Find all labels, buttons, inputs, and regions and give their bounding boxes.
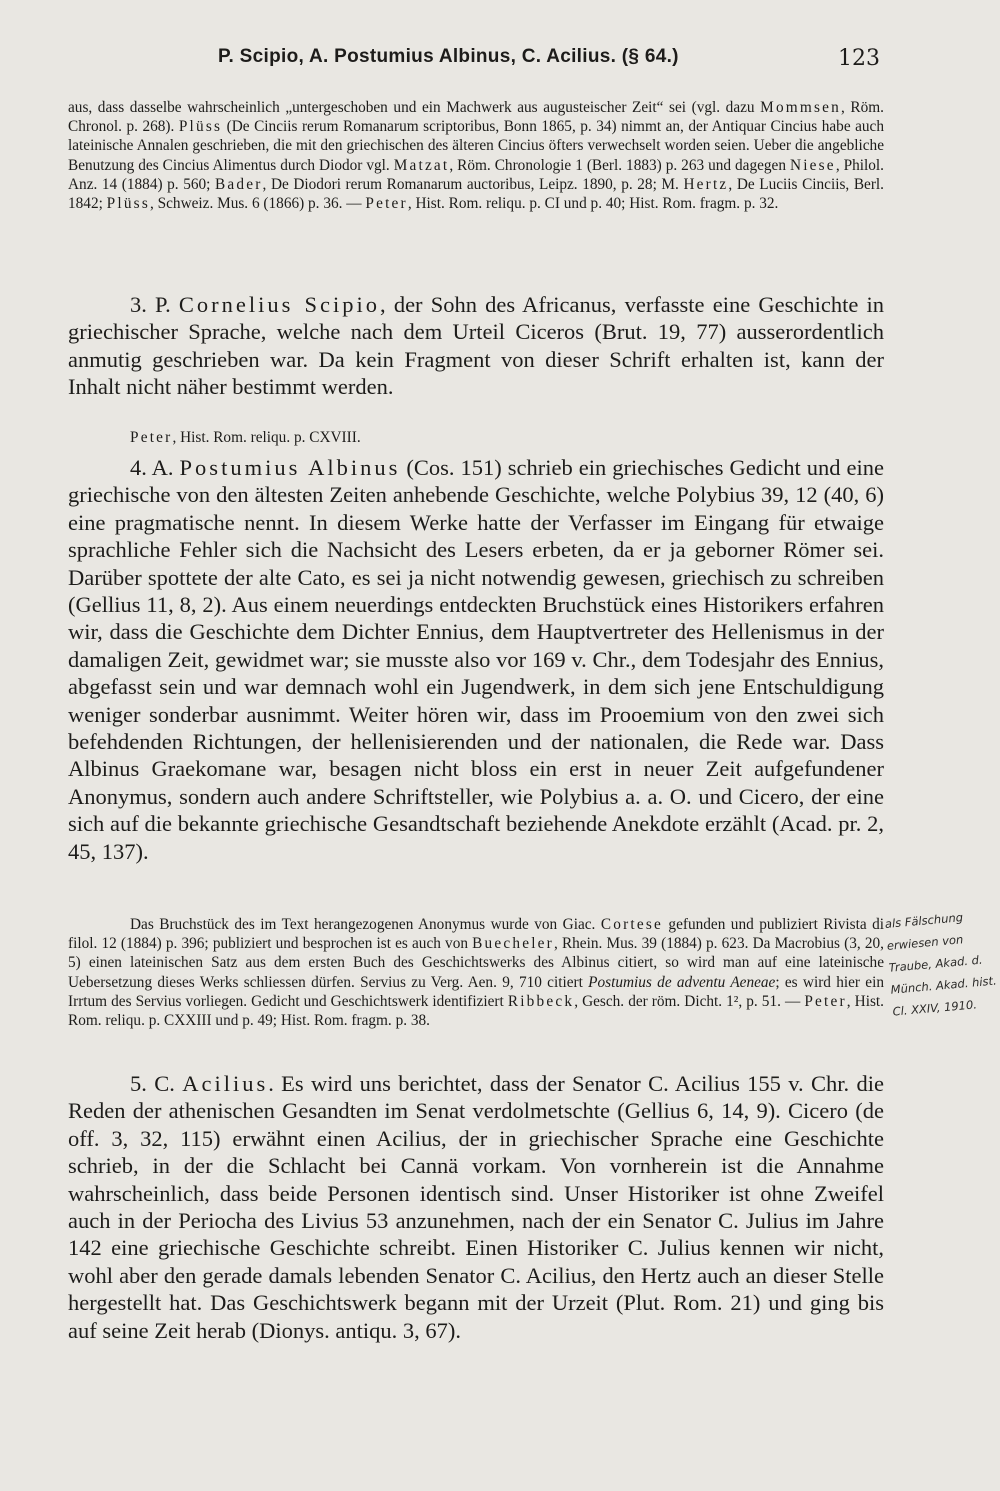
author-name: Peter bbox=[804, 992, 847, 1010]
footnote-text: , Schweiz. Mus. 6 (1866) p. 36. — bbox=[149, 195, 366, 213]
section-5-paragraph bbox=[68, 1070, 884, 1344]
section-4-footnote bbox=[68, 915, 884, 1030]
running-head: P. Scipio, A. Postumius Albinus, C. Acilius. (§ 64.) bbox=[218, 46, 679, 67]
cited-title: Postumius de adventu Aeneae bbox=[588, 973, 776, 991]
reference-text: , Hist. Rom. reliqu. p. CXVIII. bbox=[172, 429, 361, 446]
footnote-text: , Röm. Chronol. p. 268). bbox=[68, 99, 884, 136]
section-number: 4. A. bbox=[130, 455, 180, 480]
author-name: Niese bbox=[789, 156, 836, 174]
section-text: . Es wird uns berichtet, dass der Senator C. Acilius 155 v. Chr. die Reden der athenischen Gesandten im Senat verdolmetschte (Gellius 6, 14, 9). Cicero (de off. 3, 32, 115) erwähnt einen Acilius, der in griechischer Sprache eine Geschichte schrieb, in der die Schlacht bei Cannä vorkam. Von vornherein ist die Annahme wahrscheinlich, dass beide Personen identisch sind. Unser Historiker ist ohne Zweifel auch in der Periocha des Livius 53 anzunehmen, nach der ein Senator C. Julius im Jahre 142 eine griechische Geschichte schreibt. Einen Historiker C. Julius kennen wir nicht, wohl aber den gerade damals lebenden Senator C. Acilius, den Hertz auch an dieser Stelle hergestellt hat. Das Geschichtswerk begann mit der Urzeit (Plut. Rom. 21) und ging bis auf seine Zeit herab (Dionys. antiqu. 3, 67). bbox=[68, 1071, 884, 1343]
footnote-text: , De Diodori rerum Romanarum auctoribus, Leipz. 1890, p. 28; M. bbox=[262, 175, 684, 193]
section-3-paragraph bbox=[68, 291, 884, 401]
handwritten-margin-note: als Fälschung erwiesen von Traube, Akad. d. Münch. Akad. hist. Cl. XXIV, 1910. bbox=[884, 910, 998, 1019]
author-name: Plüss bbox=[106, 195, 150, 213]
section-4-paragraph bbox=[68, 454, 884, 865]
footnote-continued bbox=[68, 98, 884, 213]
footnote-text: (De Cinciis rerum Romanarum scriptoribus, Bonn 1865, p. 34) nimmt an, der Antiquar Cincius habe auch lateinische Annalen geschrieben, die mit den griechischen des älteren Cincius öfters verwechselt worden seien. Ueber die angebliche Benutzung des Cincius Alimentus durch Diodor vgl. bbox=[68, 118, 884, 174]
author-name: Peter bbox=[130, 429, 173, 446]
author-name: Peter bbox=[365, 195, 408, 213]
author-name: Hertz bbox=[683, 175, 729, 193]
section-heading-name: Postumius Albinus bbox=[179, 455, 401, 480]
footnote-text: , De Luciis Cinciis, Berl. 1842; bbox=[68, 175, 884, 213]
footnote-text: Das Bruchstück des im Text herangezogenen Anonymus wurde von Giac. bbox=[130, 916, 601, 933]
author-name: Mommsen bbox=[760, 99, 841, 116]
author-name: Matzat bbox=[393, 156, 450, 174]
section-text: (Cos. 151) schrieb ein griechisches Gedicht und eine griechische von den ältesten Zeiten anhebende Geschichte, welche Polybius 39, 12 (40, 6) eine pragmatische nennt. In diesem Werke hatte der Verfasser im Eingang für etwaige sprachliche Fehler sich die Nachsicht des Lesers erbeten, da er ja geborner Römer sei. Darüber spottete der alte Cato, es sei ja nicht notwendig gewesen, griechisch zu schreiben (Gellius 11, 8, 2). Aus einem neuerdings entdeckten Bruchstück eines Historikers erfahren wir, dass die Geschichte dem Dichter Ennius, dem Hauptvertreter des Hellenismus in der damaligen Zeit, gewidmet war; sie musste also vor 169 v. Chr., dem Todesjahr des Ennius, abgefasst sein und war demnach wohl ein Jugendwerk, in dem sich jene Entschuldigung weniger sonderbar ausnimmt. Weiter hören wir, dass im Prooemium von den zwei sich befehdenden Richtungen, der hellenisierenden und der nationalen, die Rede war. Dass Albinus Graekomane war, besagen nicht bloss ein erst in neuer Zeit aufgefundener Anonymus, sondern auch andere Schriftsteller, wie Polybius a. a. O. und Cicero, der eine sich auf die bekannte griechische Gesandtschaft beziehende Anekdote erzählt (Acad. pr. 2, 45, 137). bbox=[68, 455, 884, 864]
footnote-text: , Röm. Chronologie 1 (Berl. 1883) p. 263 und dagegen bbox=[449, 156, 790, 174]
author-name: Cortese bbox=[600, 916, 663, 933]
footnote-text: , Philol. Anz. 14 (1884) p. 560; bbox=[68, 156, 884, 193]
footnote-text: , Gesch. der röm. Dicht. 1², p. 51. — bbox=[574, 992, 805, 1010]
section-3-reference bbox=[68, 428, 884, 447]
section-text: , der Sohn des Africanus, verfasste eine Geschichte in griechischer Sprache, welche nach dem Urteil Ciceros (Brut. 19, 77) ausserordentlich anmutig geschrieben war. Da kein Fragment von dieser Schrift erhalten ist, kann der Inhalt nicht näher bestimmt werden. bbox=[68, 292, 884, 400]
author-name: Plüss bbox=[178, 118, 223, 136]
footnote-text: ; es wird hier ein Irrtum des Servius vorliegen. Gedicht und Geschichtswerk identifiziert bbox=[68, 973, 884, 1010]
section-heading-name: Acilius bbox=[182, 1071, 269, 1096]
author-name: Ribbeck bbox=[507, 992, 575, 1010]
page-number: 123 bbox=[838, 46, 880, 71]
section-heading-name: Cornelius Scipio bbox=[178, 292, 381, 317]
section-number: 5. C. bbox=[130, 1071, 183, 1096]
footnote-text: , Hist. Rom. reliqu. p. CI und p. 40; Hist. Rom. fragm. p. 32. bbox=[407, 195, 779, 213]
section-number: 3. P. bbox=[130, 292, 179, 317]
footnote-text: , Rhein. Mus. 39 (1884) p. 623. Da Macrobius (3, 20, 5) einen lateinischen Satz aus dem ersten Buch des Geschichtswerks des Albinus citiert, so wird man auf eine lateinische Uebersetzung dieses Werks schliessen dürfen. Servius zu Verg. Aen. 9, 710 citiert bbox=[68, 935, 884, 991]
footnote-text: aus, dass dasselbe wahrscheinlich „untergeschoben und ein Machwerk aus augusteischer Zeit“ sei (vgl. dazu bbox=[68, 99, 761, 116]
footnote-text: , Hist. Rom. reliqu. p. CXXIII und p. 49; Hist. Rom. fragm. p. 38. bbox=[68, 992, 884, 1030]
author-name: Bader bbox=[215, 175, 263, 193]
author-name: Buecheler bbox=[472, 935, 554, 953]
footnote-text: gefunden und publiziert Rivista di filol. 12 (1884) p. 396; publiziert und besprochen ist es auch von bbox=[68, 916, 884, 953]
page-header bbox=[68, 46, 880, 76]
